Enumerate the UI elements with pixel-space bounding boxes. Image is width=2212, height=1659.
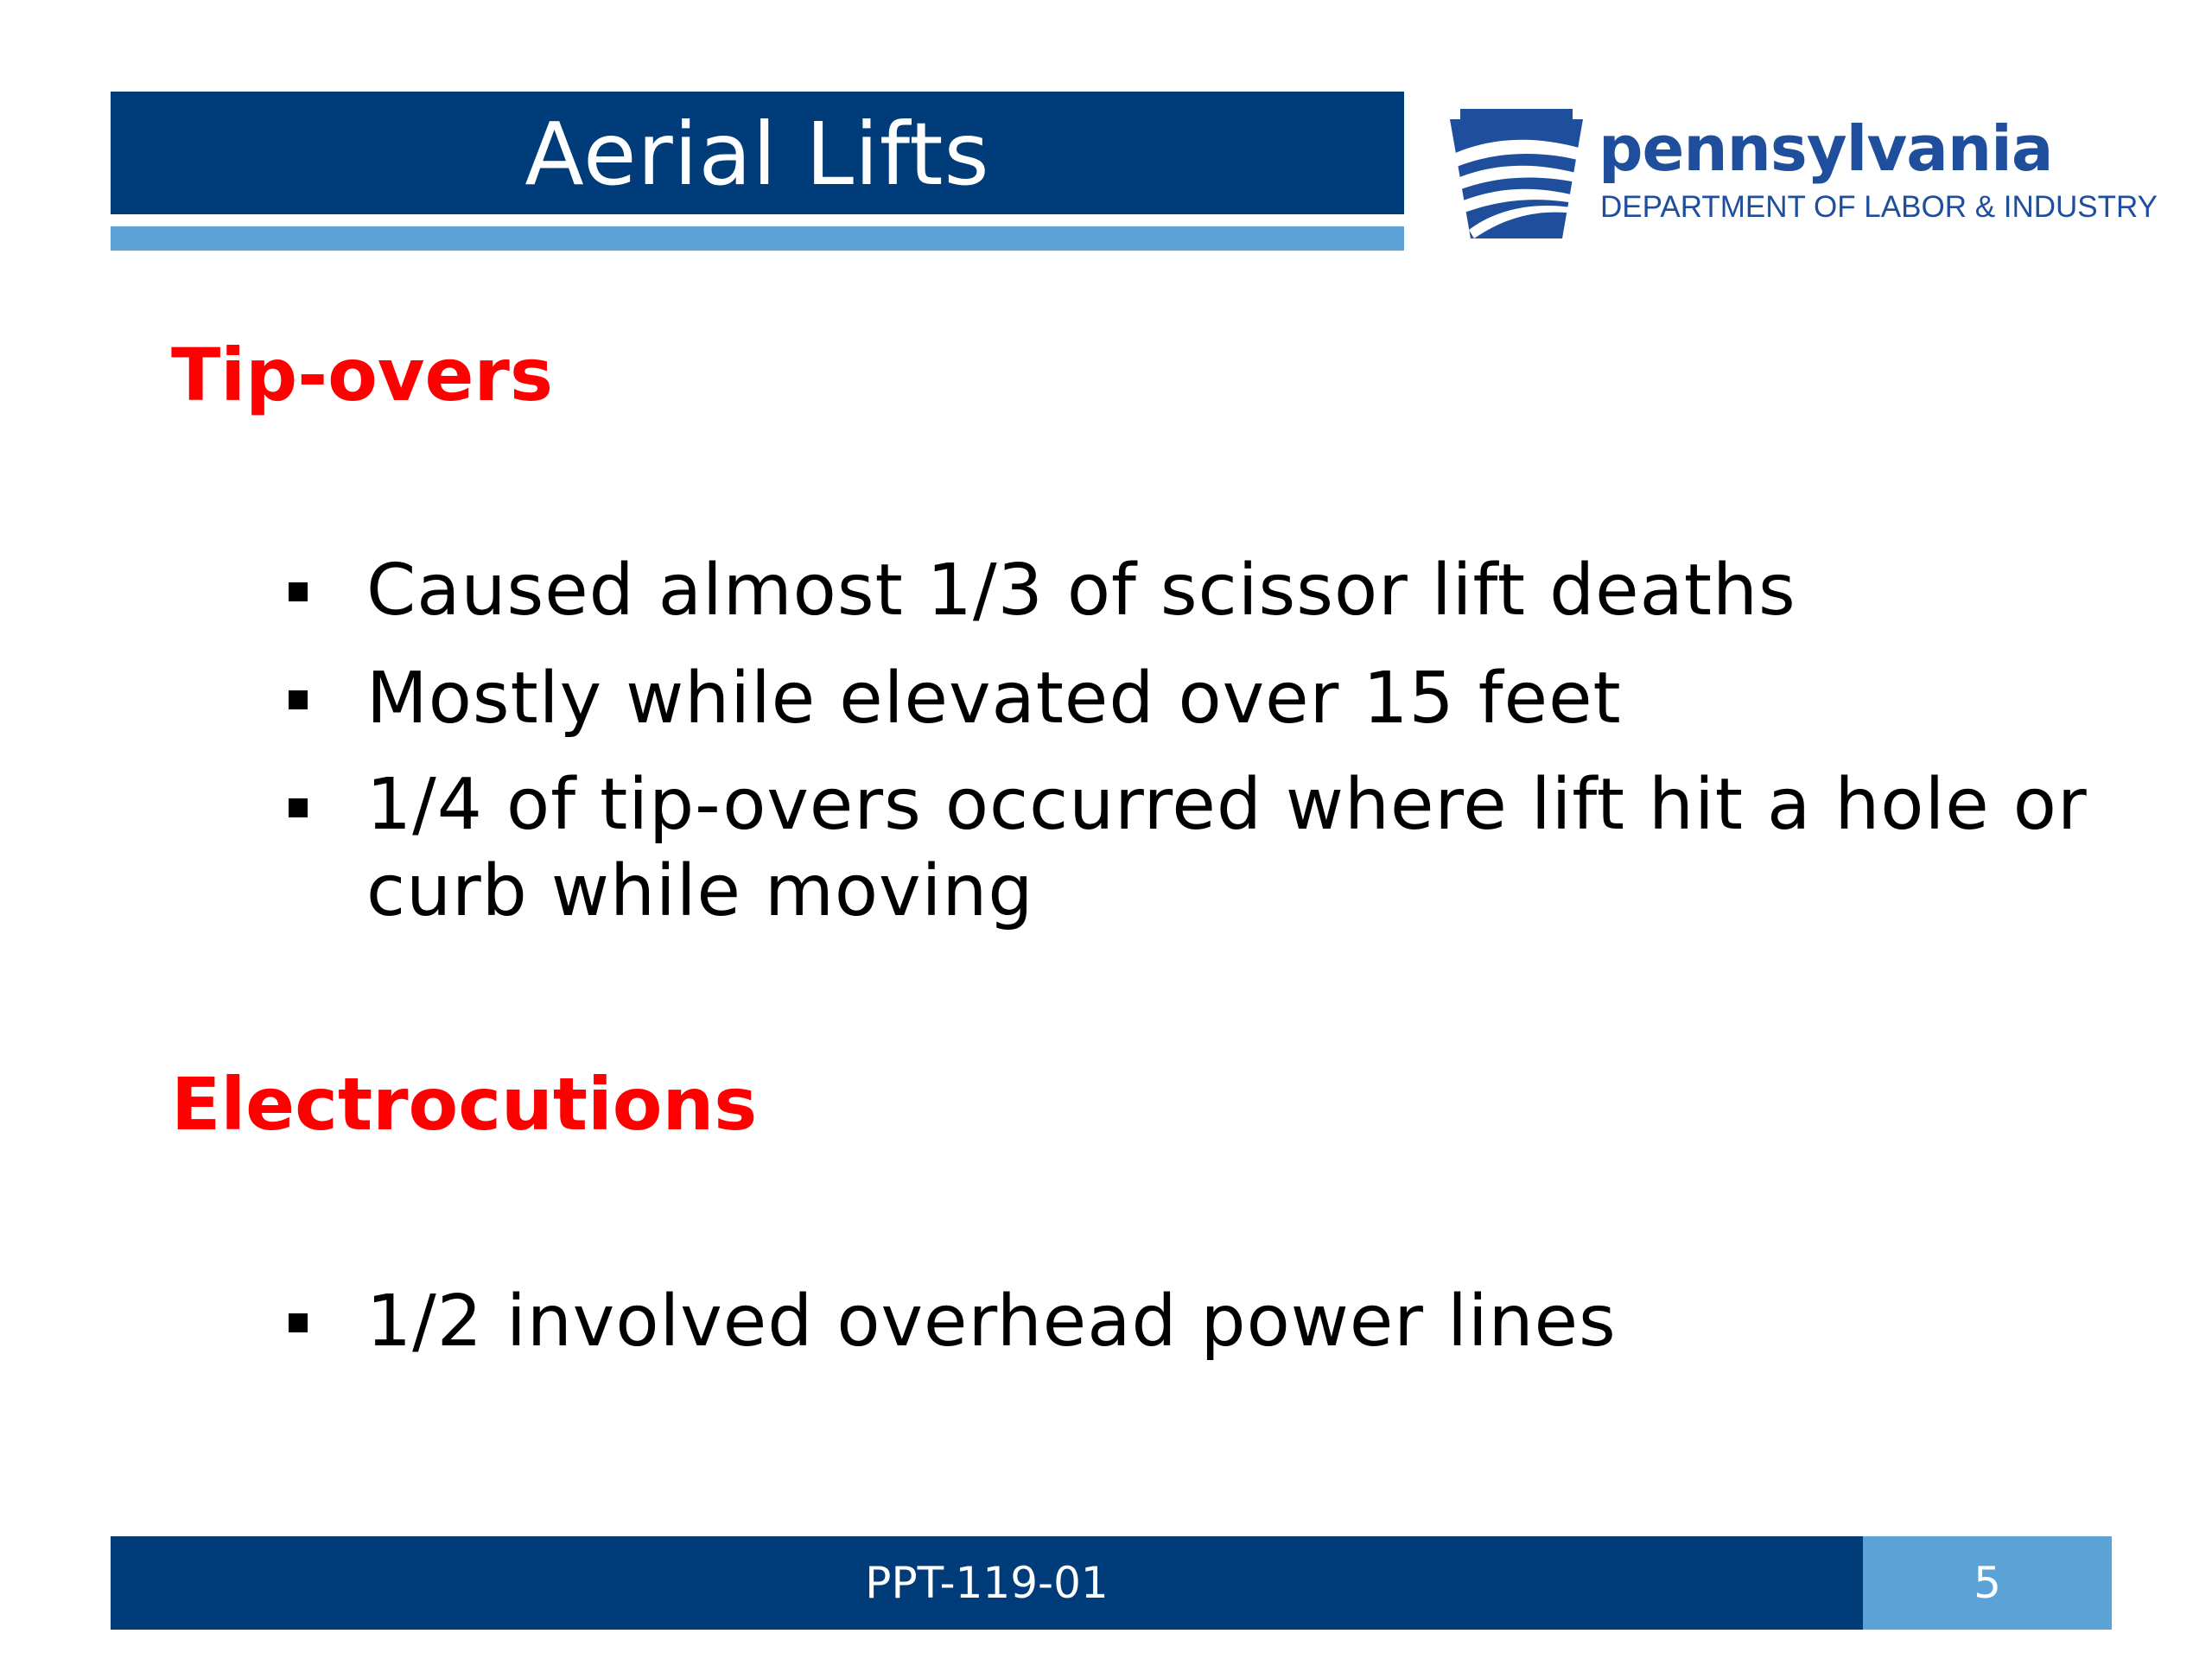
logo-wordmark: pennsylvania	[1599, 112, 2053, 185]
bullet-list-tip-overs	[285, 546, 2134, 935]
list-item-text: 1/2 involved overhead power lines	[366, 1281, 1617, 1363]
list-item	[285, 546, 2100, 635]
list-item	[285, 762, 2134, 935]
bullet-icon	[289, 690, 308, 709]
bullet-icon	[289, 1313, 308, 1332]
page-number: 5	[1974, 1558, 2001, 1608]
section-heading-tip-overs: Tip-overs	[171, 333, 553, 417]
footer-code: PPT-119-01	[865, 1558, 1109, 1608]
bullet-icon	[289, 798, 308, 817]
list-item	[285, 654, 2100, 743]
list-item-text: Caused almost 1/3 of scissor lift deaths	[366, 550, 1796, 632]
list-item-text: 1/4 of tip-overs occurred where lift hit a hole or curb while moving	[366, 764, 2134, 932]
title-underline	[111, 226, 1404, 251]
slide-title: Aerial Lifts	[524, 104, 990, 205]
bullet-list-electrocutions	[285, 1277, 2100, 1366]
logo-subtitle: DEPARTMENT OF LABOR & INDUSTRY	[1600, 190, 2158, 224]
keystone-icon	[1443, 100, 1590, 245]
pa-dli-logo	[1443, 95, 2158, 251]
title-bar	[111, 92, 1404, 214]
list-item	[285, 1277, 2100, 1366]
list-item-text: Mostly while elevated over 15 feet	[366, 658, 1622, 740]
footer-page-box	[1863, 1536, 2112, 1630]
bullet-icon	[289, 582, 308, 601]
section-heading-electrocutions: Electrocutions	[171, 1062, 758, 1147]
footer-bar	[111, 1536, 1863, 1630]
